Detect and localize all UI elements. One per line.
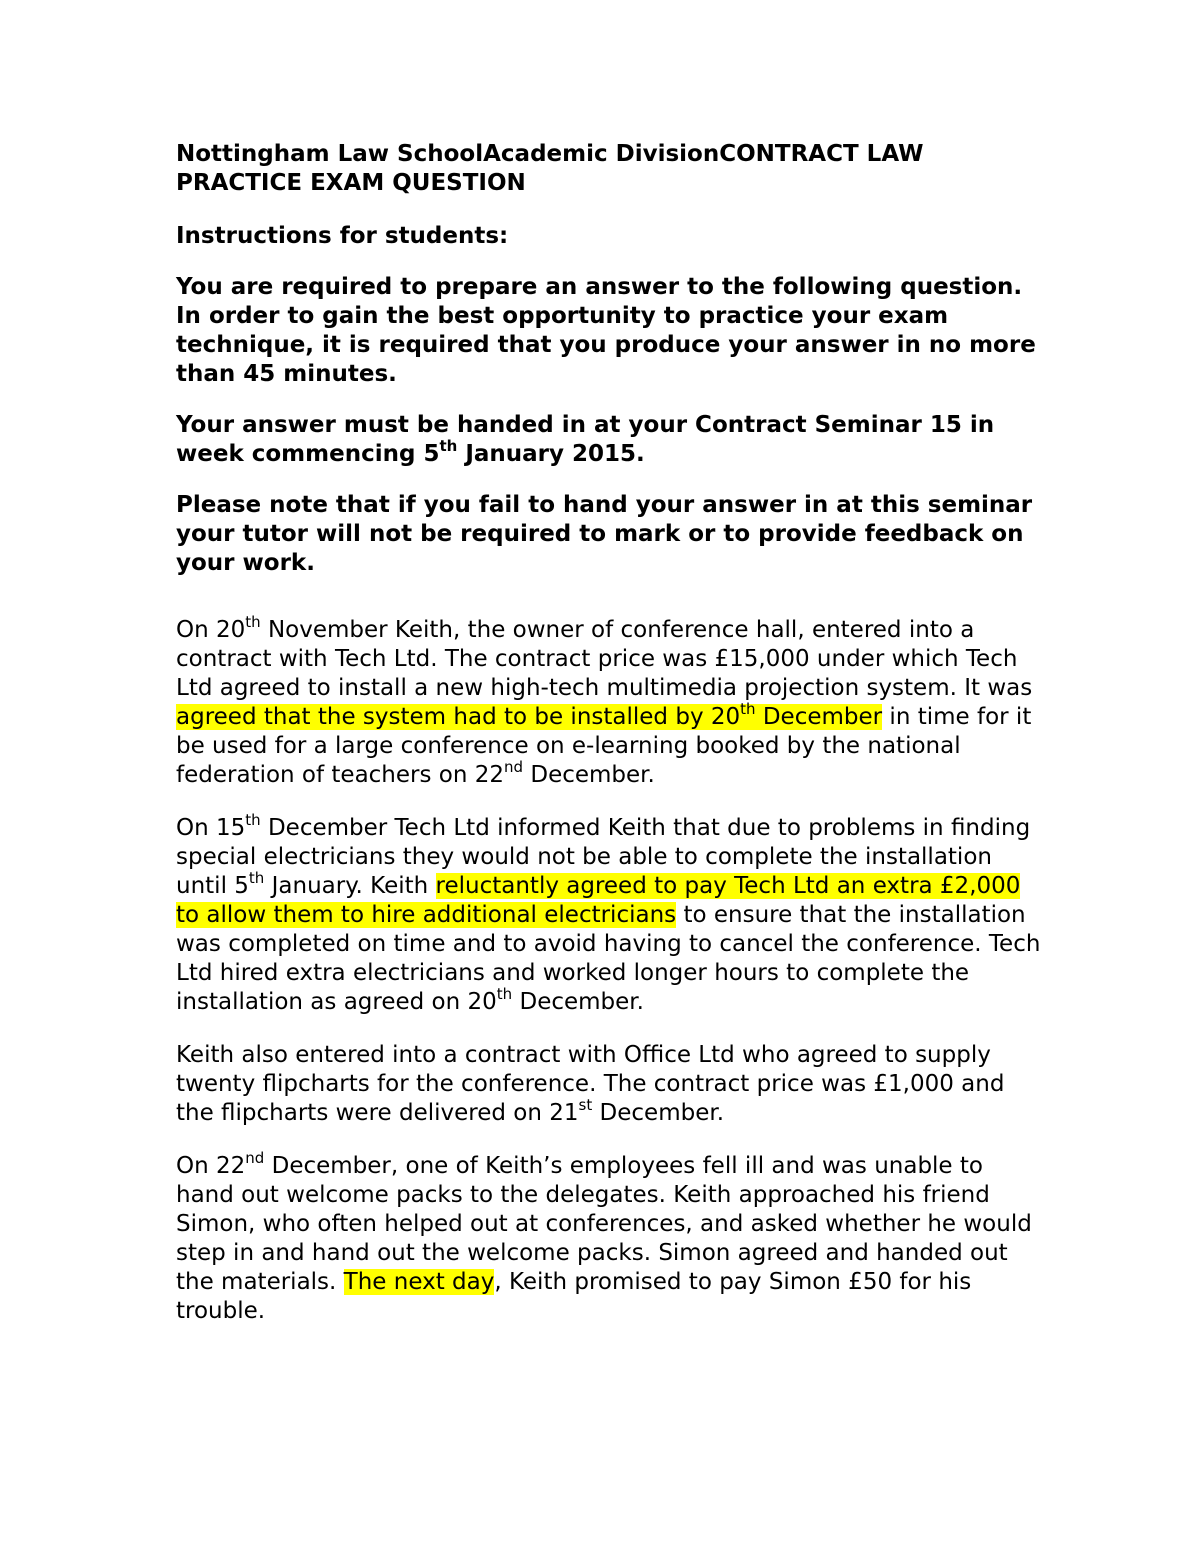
para2-text-e: December. xyxy=(512,989,644,1015)
para3-suffix-1: st xyxy=(578,1096,593,1114)
para1-suffix-3: nd xyxy=(504,758,524,776)
scenario-paragraph-flipcharts xyxy=(176,1041,1046,1128)
highlight-installation-deadline xyxy=(176,700,883,730)
instructions-paragraph-time-limit: You are required to prepare an answer to the following question. In order to gain the best opportunity to practice your exam technique, it is required that you produce your answer in no more than 45 minutes. xyxy=(176,274,1036,387)
para2-suffix-3: th xyxy=(496,985,513,1003)
para1-text-c: in time for it be used for a large conference on e-learning booked by the national federation of teachers on 22 xyxy=(176,704,1032,788)
para2-text-d: to ensure that the installation was completed on time and to avoid having to cancel the conference. Tech Ltd hired extra electricians and worked longer hours to complete the installation as agreed on 20 xyxy=(176,902,1041,1015)
deadline-text-b: January 2015. xyxy=(457,441,645,467)
para4-text-b: December, one of Keith’s employees fell ill and was unable to hand out welcome packs to the delegates. Keith approached his friend Simon, who often helped out at conferences, and asked whether he would step in and hand out the welcome packs. Simon agreed and handed out the materials. xyxy=(176,1153,1032,1295)
instructions-paragraph-deadline xyxy=(176,411,1046,469)
para1-highlight-a: agreed that the system had to be installed by 20 xyxy=(176,704,741,730)
instructions-heading: Instructions for students: xyxy=(176,223,509,249)
para1-text-b: November Keith, the owner of conference hall, entered into a contract with Tech Ltd. The contract price was £15,000 under which Tech Ltd agreed to install a new high-tech multimedia projection system. It was xyxy=(176,617,1033,701)
para4-suffix-1: nd xyxy=(245,1149,265,1167)
para1-text-d: December. xyxy=(523,762,655,788)
para2-text-c: January. Keith xyxy=(264,873,436,899)
para2-text-a: On 15 xyxy=(176,815,246,841)
para1-text-a: On 20 xyxy=(176,617,246,643)
para4-text-a: On 22 xyxy=(176,1153,246,1179)
instructions-paragraph-warning: Please note that if you fail to hand your answer in at this seminar your tutor will not be required to mark or to provide feedback on your work. xyxy=(176,492,1033,576)
para1-highlight-b: December xyxy=(762,704,883,730)
document-page xyxy=(176,140,1046,1350)
deadline-ordinal-suffix: th xyxy=(439,437,458,455)
para3-text-b: December. xyxy=(592,1100,725,1126)
highlight-extra-payment: reluctantly agreed to pay Tech Ltd an extra £2,000 to allow them to hire additional electricians xyxy=(176,873,1021,928)
para1-suffix-1: th xyxy=(245,613,261,631)
scenario-paragraph-simon xyxy=(176,1149,1046,1326)
para2-suffix-1: th xyxy=(245,811,261,829)
para1-suffix-2: th xyxy=(740,700,756,718)
para4-text-c: , Keith promised to pay Simon £50 for his trouble. xyxy=(176,1269,972,1324)
para3-text-a: Keith also entered into a contract with Office Ltd who agreed to supply twenty flipcharts for the conference. The contract price was £1,000 and the flipcharts were delivered on 21 xyxy=(176,1042,1005,1126)
para2-text-b: December Tech Ltd informed Keith that due to problems in finding special electricians they would not be able to complete the installation until 5 xyxy=(176,815,1031,899)
document-title: Nottingham Law SchoolAcademic DivisionCONTRACT LAW PRACTICE EXAM QUESTION xyxy=(176,141,924,196)
highlight-next-day: The next day xyxy=(343,1269,495,1295)
scenario-paragraph-delay xyxy=(176,811,1046,1017)
para2-suffix-2: th xyxy=(248,869,265,887)
deadline-text-a: Your answer must be handed in at your Contract Seminar 15 in week commencing 5 xyxy=(176,412,995,467)
scenario-paragraph-tech-contract xyxy=(176,613,1046,790)
